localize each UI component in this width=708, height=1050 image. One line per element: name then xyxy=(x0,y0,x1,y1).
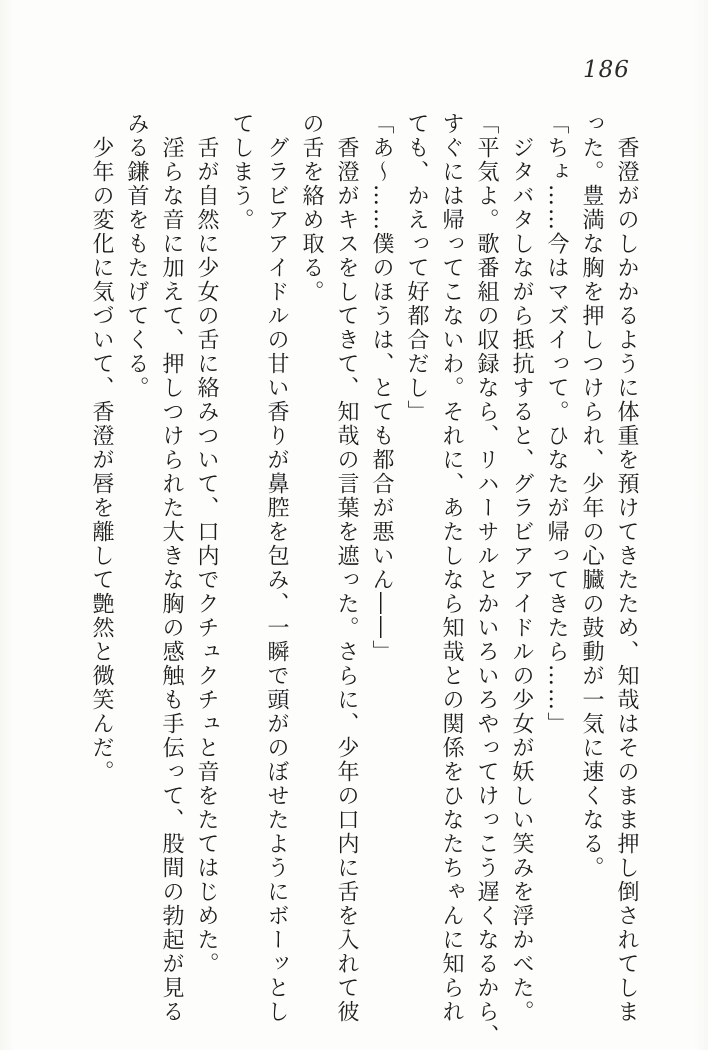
text-column: 淫らな音に加えて、押しつけられた大きな胸の感触も手伝って、股間の勃起が見る xyxy=(159,112,184,1024)
text-columns xyxy=(84,112,644,1046)
text-column: 香澄がのしかかるように体重を預けてきたため、知哉はそのまま押し倒されてしま xyxy=(614,112,639,1024)
text-column: 「平気よ。歌番組の収録なら、リハーサルとかいろいろやってけっこう遅くなるから、 xyxy=(474,112,499,1048)
text-column: ても、かえって好都合だし」 xyxy=(404,112,429,424)
text-column: 「あ〜……僕のほうは、とても都合が悪いん――」 xyxy=(369,112,394,664)
text-column: 少年の変化に気づいて、香澄が唇を離して艶然と微笑んだ。 xyxy=(89,112,114,784)
text-column: すぐには帰ってこないわ。それに、あたしなら知哉との関係をひなたちゃんに知られ xyxy=(439,112,464,1024)
text-column: 舌が自然に少女の舌に絡みついて、口内でクチュクチュと音をたてはじめた。 xyxy=(194,112,219,976)
text-column: の舌を絡め取る。 xyxy=(299,112,324,304)
text-column: みる鎌首をもたげてくる。 xyxy=(124,112,149,400)
page-number: 186 xyxy=(583,57,630,83)
text-column: った。豊満な胸を押しつけられ、少年の心臓の鼓動が一気に速くなる。 xyxy=(579,112,604,880)
text-column: 香澄がキスをしてきて、知哉の言葉を遮った。さらに、少年の口内に舌を入れて彼 xyxy=(334,112,359,1024)
text-column: グラビアアイドルの甘い香りが鼻腔を包み、一瞬で頭がのぼせたようにボーッとし xyxy=(264,112,289,1024)
text-column: てしまう。 xyxy=(229,112,254,232)
text-column: 「ちょ……今はマズイって。ひなたが帰ってきたら……」 xyxy=(544,112,569,736)
text-column: ジタバタしながら抵抗すると、グラビアアイドルの少女が妖しい笑みを浮かべた。 xyxy=(509,112,534,1024)
